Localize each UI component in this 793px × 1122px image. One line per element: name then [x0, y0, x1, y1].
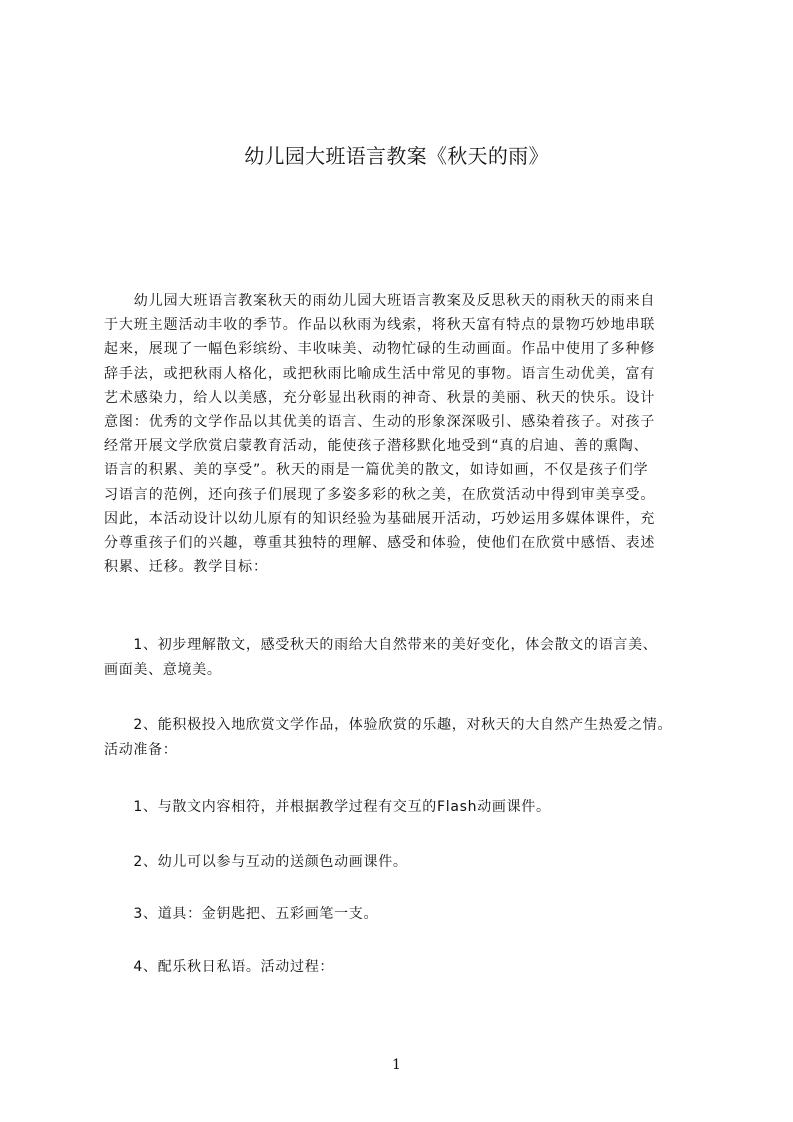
intro-line: 语言的积累、美的享受”。秋天的雨是一篇优美的散文，如诗如画，不仅是孩子们学 — [104, 462, 649, 479]
intro-line: 习语言的范例，还向孩子们展现了多姿多彩的秋之美，在欣赏活动中得到审美享受。 — [104, 486, 656, 503]
intro-line: 艺术感染力，给人以美感，充分彰显出秋雨的神奇、秋景的美丽、秋天的快乐。设计 — [104, 389, 656, 406]
goal-2-line: 2、能积极投入地欣赏文学作品，体验欣赏的乐趣，对秋天的大自然产生热爱之情。 — [104, 717, 673, 733]
intro-line: 因此，本活动设计以幼儿原有的知识经验为基础展开活动，巧妙运用多媒体课件，充 — [104, 510, 656, 527]
intro-line: 起来，展现了一幅色彩缤纷、丰收味美、动物忙碌的生动画面。作品中使用了多种修 — [104, 341, 656, 358]
prep-item-4-text: 4、配乐秋日私语。活动过程： — [104, 959, 335, 975]
goal-1-line: 画面美、意境美。 — [104, 662, 222, 678]
prep-item-3 — [104, 902, 724, 927]
prep-item-1-text: 1、与散文内容相符，并根据教学过程有交互的Flash动画课件。 — [104, 799, 551, 815]
prep-item-2 — [104, 850, 724, 875]
page-number: 1 — [392, 1057, 401, 1073]
intro-line: 于大班主题活动丰收的季节。作品以秋雨为线索，将秋天富有特点的景物巧妙地串联 — [104, 317, 656, 334]
intro-line: 积累、迁移。教学目标： — [104, 559, 268, 576]
intro-line: 分尊重孩子们的兴趣，尊重其独特的理解、感受和体验，使他们在欣赏中感悟、表述 — [104, 535, 656, 552]
document-title: 幼儿园大班语言教案《秋天的雨》 — [244, 144, 549, 168]
prep-item-2-text: 2、幼儿可以参与互动的送颜色动画课件。 — [104, 854, 408, 870]
intro-paragraph — [104, 289, 704, 579]
intro-line: 经常开展文学欣赏启蒙教育活动，能使孩子潜移默化地受到“真的启迪、善的熏陶、 — [104, 438, 649, 455]
goal-1-paragraph — [104, 633, 724, 683]
prep-item-3-text: 3、道具：金钥匙把、五彩画笔一支。 — [104, 906, 379, 922]
intro-line: 辞手法，或把秋雨人格化，或把秋雨比喻成生活中常见的事物。语言生动优美，富有 — [104, 365, 656, 382]
goal-1-line: 1、初步理解散文，感受秋天的雨给大自然带来的美好变化，体会散文的语言美、 — [104, 637, 658, 653]
goal-2-line: 活动准备： — [104, 742, 178, 758]
prep-item-1 — [104, 795, 724, 820]
goal-2-paragraph — [104, 713, 724, 763]
prep-item-4 — [104, 955, 724, 980]
intro-line: 意图：优秀的文学作品以其优美的语言、生动的形象深深吸引、感染着孩子。对孩子 — [104, 414, 656, 431]
intro-line: 幼儿园大班语言教案秋天的雨幼儿园大班语言教案及反思秋天的雨秋天的雨来自 — [104, 293, 656, 309]
